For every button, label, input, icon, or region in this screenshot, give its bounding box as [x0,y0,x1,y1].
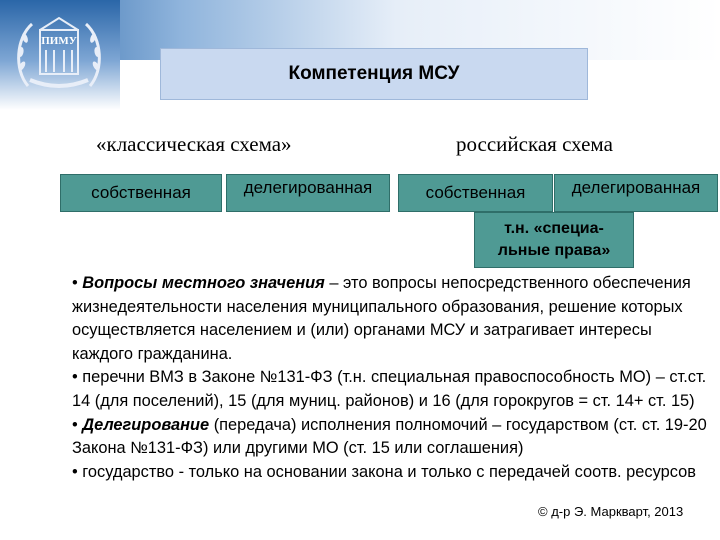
special-rights-line-1: т.н. «специа- [504,220,604,237]
russian-delegated-box [554,174,718,212]
paragraph-state: • государство - только на основании закона и только с передачей соотв. ресурсов [72,462,696,481]
russian-delegated-label: делегированная [571,178,701,197]
term-local-issues: Вопросы местного значения [82,274,325,292]
delegation-definition: (передача) исполнения полномочий – государством (ст. ст. 19-20 Закона №131-ФЗ) или другими МО (ст. 15 или соглашения) [72,415,707,458]
special-rights-box [474,212,634,268]
paragraph-lists: • перечни ВМЗ в Законе №131-ФЗ (т.н. специальная правоспособность МО) – ст.ст. 14 (для поселений), 15 (для муниц. районов) и 16 (для горокругов = ст. 14+ ст. 15) [72,368,707,410]
state-text: государство - только на основании закона и только с передачей соотв. ресурсов [82,462,696,481]
local-issues-definition: – это вопросы непосредственного обеспечения жизнедеятельности населения муниципального образования, решение которых осуществляется населением и (или) органами МСУ и затрагивает интересы каждого гражданина. [72,274,691,363]
classic-own-box [60,174,222,212]
classic-delegated-box [226,174,390,212]
classic-scheme-label: «классическая схема» [96,132,292,156]
russian-own-label: собственная [425,183,526,202]
paragraph-local-issues: • Вопросы местного значения – это вопросы непосредственного обеспечения жизнедеятельности населения муниципального образования, решение которых осуществляется населением и (или) органами МСУ и затрагивает интересы каждого гражданина. [72,274,691,363]
copyright-credit: © д-р Э. Маркварт, 2013 [538,504,684,519]
body-text [72,272,712,484]
russian-own-box [398,174,553,212]
term-delegation: Делегирование [82,415,210,434]
classic-delegated-label: делегированная [243,178,373,197]
russian-scheme-label: российская схема [456,132,613,156]
classic-own-label: собственная [91,183,191,202]
slide-title: Компетенция МСУ [160,48,588,100]
paragraph-delegation: • Делегирование (передача) исполнения полномочий – государством (ст. ст. 19-20 Закона №131-ФЗ) или другими МО (ст. 15 или соглашения) [72,415,707,458]
special-rights-line-2: льные права» [497,242,611,259]
lists-text: перечни ВМЗ в Законе №131-ФЗ (т.н. специальная правоспособность МО) – ст.ст. 14 (для поселений), 15 (для муниц. районов) и 16 (для горокругов = ст. 14+ ст. 15) [72,368,707,410]
svg-text:ПИМУ: ПИМУ [41,35,77,47]
university-logo [10,8,108,96]
